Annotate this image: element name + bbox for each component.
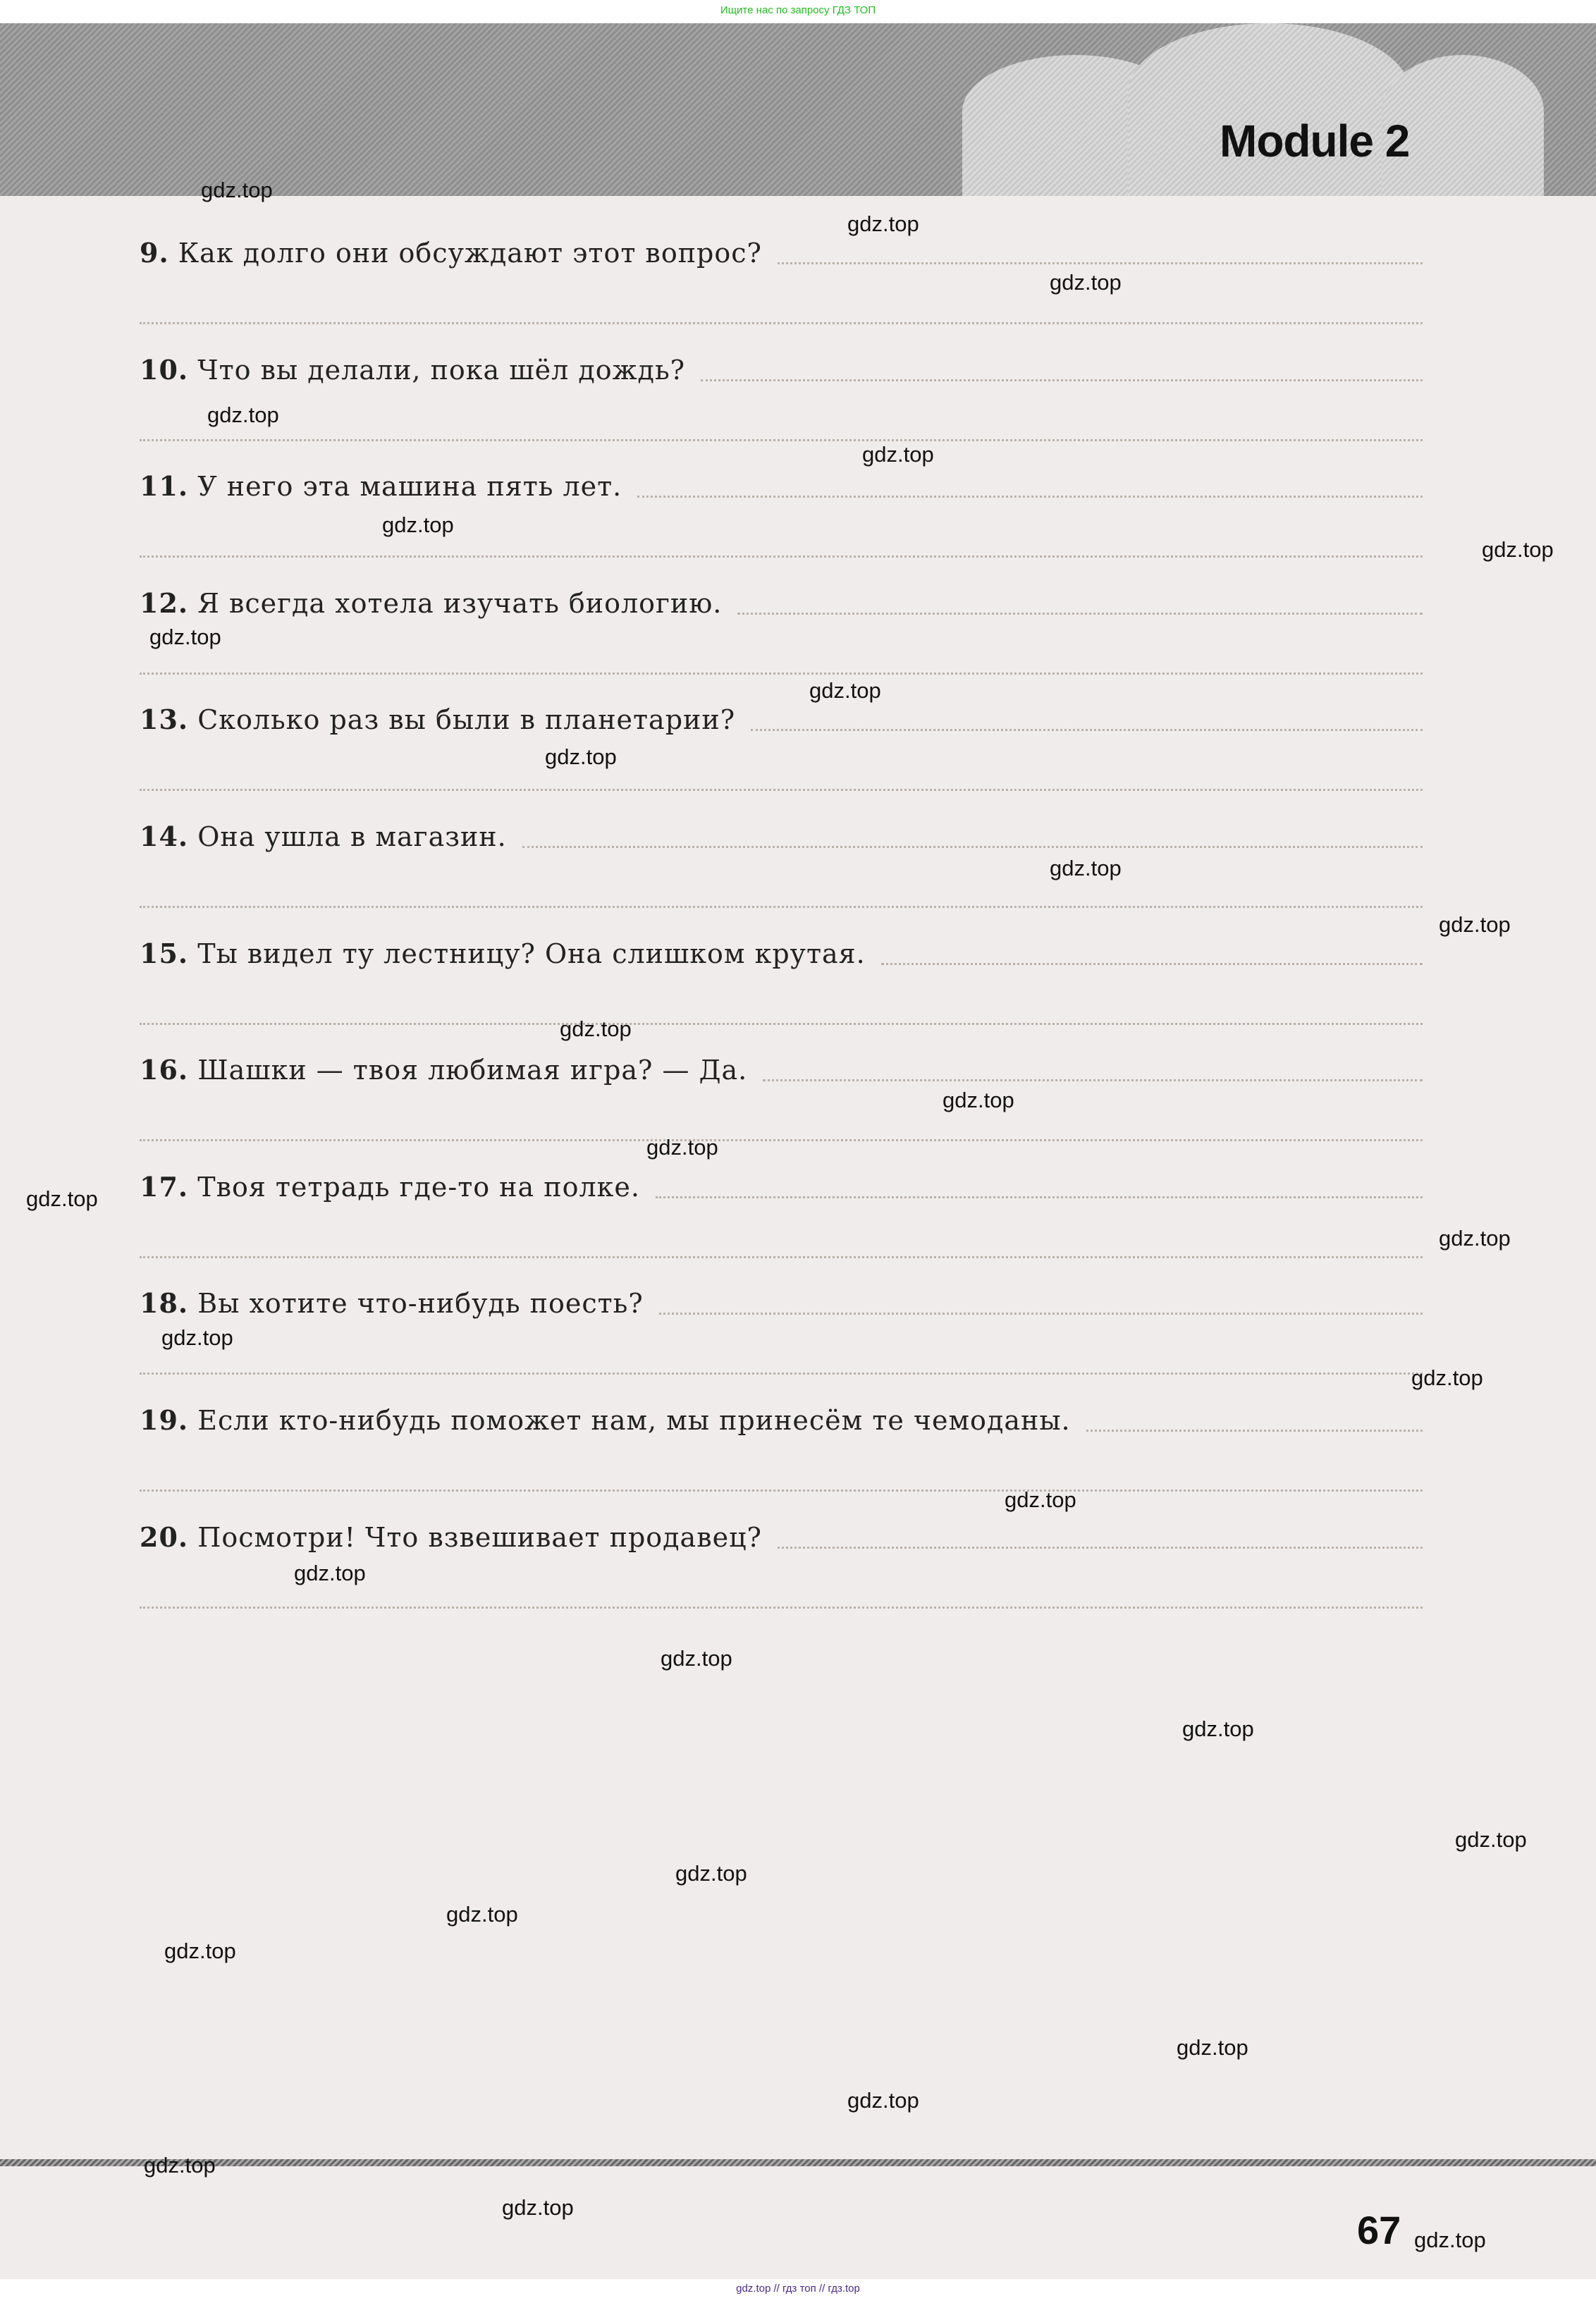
- watermark: gdz.top: [1182, 1716, 1254, 1741]
- watermark: gdz.top: [675, 1861, 747, 1886]
- answer-line[interactable]: [637, 496, 1423, 498]
- question-text: [140, 470, 622, 502]
- question-number: 16.: [140, 1054, 189, 1086]
- question-text: [140, 587, 722, 619]
- question-number: 15.: [140, 937, 189, 969]
- answer-line[interactable]: [881, 963, 1423, 965]
- question-text: [140, 704, 735, 735]
- watermark: gdz.top: [560, 1017, 632, 1041]
- question-text: [140, 354, 685, 386]
- answer-line[interactable]: [701, 379, 1423, 381]
- watermark: gdz.top: [1482, 537, 1554, 562]
- answer-line[interactable]: [522, 846, 1423, 848]
- watermark: gdz.top: [661, 1646, 732, 1671]
- module-title: Module 2: [1220, 116, 1410, 166]
- answer-line[interactable]: [659, 1313, 1423, 1315]
- watermark: gdz.top: [1050, 856, 1122, 880]
- watermark: gdz.top: [1050, 270, 1122, 295]
- exercise-item: [140, 1050, 1423, 1141]
- watermark: gdz.top: [207, 403, 279, 427]
- watermark: gdz.top: [164, 1939, 236, 1963]
- answer-line[interactable]: [778, 262, 1423, 264]
- answer-line[interactable]: [140, 1490, 1423, 1492]
- question-sentence: Если кто-нибудь поможет нам, мы принесём те чемоданы.: [197, 1405, 1071, 1436]
- question-number: 17.: [140, 1170, 189, 1203]
- watermark: gdz.top: [1177, 2035, 1248, 2060]
- top-note: Ищите нас по запросу ГДЗ ТОП: [720, 4, 876, 16]
- answer-line[interactable]: [140, 1023, 1423, 1025]
- question-text: [140, 1287, 644, 1319]
- watermark: gdz.top: [502, 2195, 574, 2220]
- question-sentence: У него эта машина пять лет.: [197, 471, 622, 503]
- answer-line[interactable]: [751, 729, 1423, 731]
- question-number: 13.: [140, 704, 189, 736]
- exercise-item: [140, 934, 1423, 1025]
- exercise-item: [140, 1167, 1423, 1258]
- question-sentence: Она ушла в магазин.: [197, 821, 507, 852]
- answer-line[interactable]: [140, 439, 1423, 441]
- footer-rule: [0, 2159, 1596, 2166]
- watermark: gdz.top: [847, 211, 919, 236]
- question-number: 18.: [140, 1287, 189, 1320]
- question-sentence: Я всегда хотела изучать биологию.: [197, 587, 723, 619]
- answer-line[interactable]: [140, 322, 1423, 324]
- answer-line[interactable]: [140, 1372, 1423, 1375]
- answer-line[interactable]: [763, 1079, 1423, 1081]
- watermark: gdz.top: [149, 625, 221, 649]
- question-number: 12.: [140, 587, 189, 619]
- exercise-item: [140, 350, 1423, 441]
- answer-line[interactable]: [656, 1196, 1423, 1198]
- question-text: [140, 1171, 640, 1203]
- exercise-item: [140, 1401, 1423, 1492]
- question-number: 11.: [140, 470, 189, 503]
- question-number: 20.: [140, 1521, 189, 1553]
- question-sentence: Что вы делали, пока шёл дождь?: [197, 354, 686, 386]
- answer-line[interactable]: [140, 789, 1423, 791]
- question-sentence: Вы хотите что-нибудь поесть?: [197, 1288, 644, 1320]
- watermark: gdz.top: [1414, 2228, 1486, 2252]
- answer-line[interactable]: [140, 555, 1423, 558]
- watermark: gdz.top: [545, 744, 617, 769]
- question-text: [140, 1521, 762, 1553]
- question-number: 10.: [140, 353, 189, 386]
- question-sentence: Ты видел ту лестницу? Она слишком крутая.: [197, 938, 866, 969]
- question-sentence: Твоя тетрадь где-то на полке.: [197, 1171, 640, 1203]
- answer-line[interactable]: [140, 1256, 1423, 1258]
- watermark: gdz.top: [943, 1088, 1014, 1112]
- watermark: gdz.top: [809, 678, 881, 703]
- answer-line[interactable]: [140, 1139, 1423, 1141]
- page-header: [0, 23, 1596, 196]
- watermark: gdz.top: [201, 178, 273, 202]
- answer-line[interactable]: [778, 1547, 1423, 1549]
- question-text: [140, 237, 762, 269]
- watermark: gdz.top: [294, 1561, 366, 1585]
- question-sentence: Посмотри! Что взвешивает продавец?: [197, 1521, 762, 1553]
- watermark: gdz.top: [1439, 1226, 1511, 1251]
- watermark: gdz.top: [144, 2153, 216, 2178]
- question-text: [140, 938, 866, 969]
- workbook-page: [0, 23, 1596, 2279]
- watermark: gdz.top: [382, 512, 454, 537]
- watermark: gdz.top: [1439, 912, 1511, 937]
- exercise-item: [140, 700, 1423, 791]
- answer-line[interactable]: [140, 906, 1423, 908]
- question-number: 14.: [140, 821, 189, 852]
- watermark: gdz.top: [847, 2088, 919, 2113]
- answer-line[interactable]: [1086, 1430, 1423, 1432]
- watermark: gdz.top: [26, 1186, 98, 1211]
- question-number: 19.: [140, 1404, 189, 1436]
- answer-line[interactable]: [737, 613, 1423, 615]
- watermark: gdz.top: [1411, 1365, 1483, 1390]
- question-text: [140, 1054, 747, 1086]
- watermark: gdz.top: [862, 442, 934, 467]
- question-text: [140, 821, 507, 852]
- question-text: [140, 1404, 1071, 1436]
- question-sentence: Как долго они обсуждают этот вопрос?: [178, 238, 762, 269]
- question-sentence: Сколько раз вы были в планетарии?: [197, 704, 736, 736]
- page-number: 67: [1357, 2208, 1401, 2252]
- watermark: gdz.top: [161, 1325, 233, 1350]
- watermark: gdz.top: [1455, 1827, 1527, 1852]
- watermark: gdz.top: [646, 1135, 718, 1160]
- footer-links: gdz.top // гдз топ // гдз.top: [736, 2283, 860, 2295]
- watermark: gdz.top: [446, 1902, 518, 1927]
- question-number: 9.: [140, 237, 169, 269]
- question-sentence: Шашки — твоя любимая игра? — Да.: [197, 1055, 748, 1086]
- answer-line[interactable]: [140, 673, 1423, 675]
- exercise-item: [140, 467, 1423, 558]
- exercise-item: [140, 584, 1423, 675]
- exercise-item: [140, 233, 1423, 324]
- watermark: gdz.top: [1005, 1487, 1076, 1512]
- answer-line[interactable]: [140, 1607, 1423, 1609]
- header-decoration: [1128, 23, 1410, 196]
- exercise-item: [140, 817, 1423, 908]
- exercise-item: [140, 1284, 1423, 1375]
